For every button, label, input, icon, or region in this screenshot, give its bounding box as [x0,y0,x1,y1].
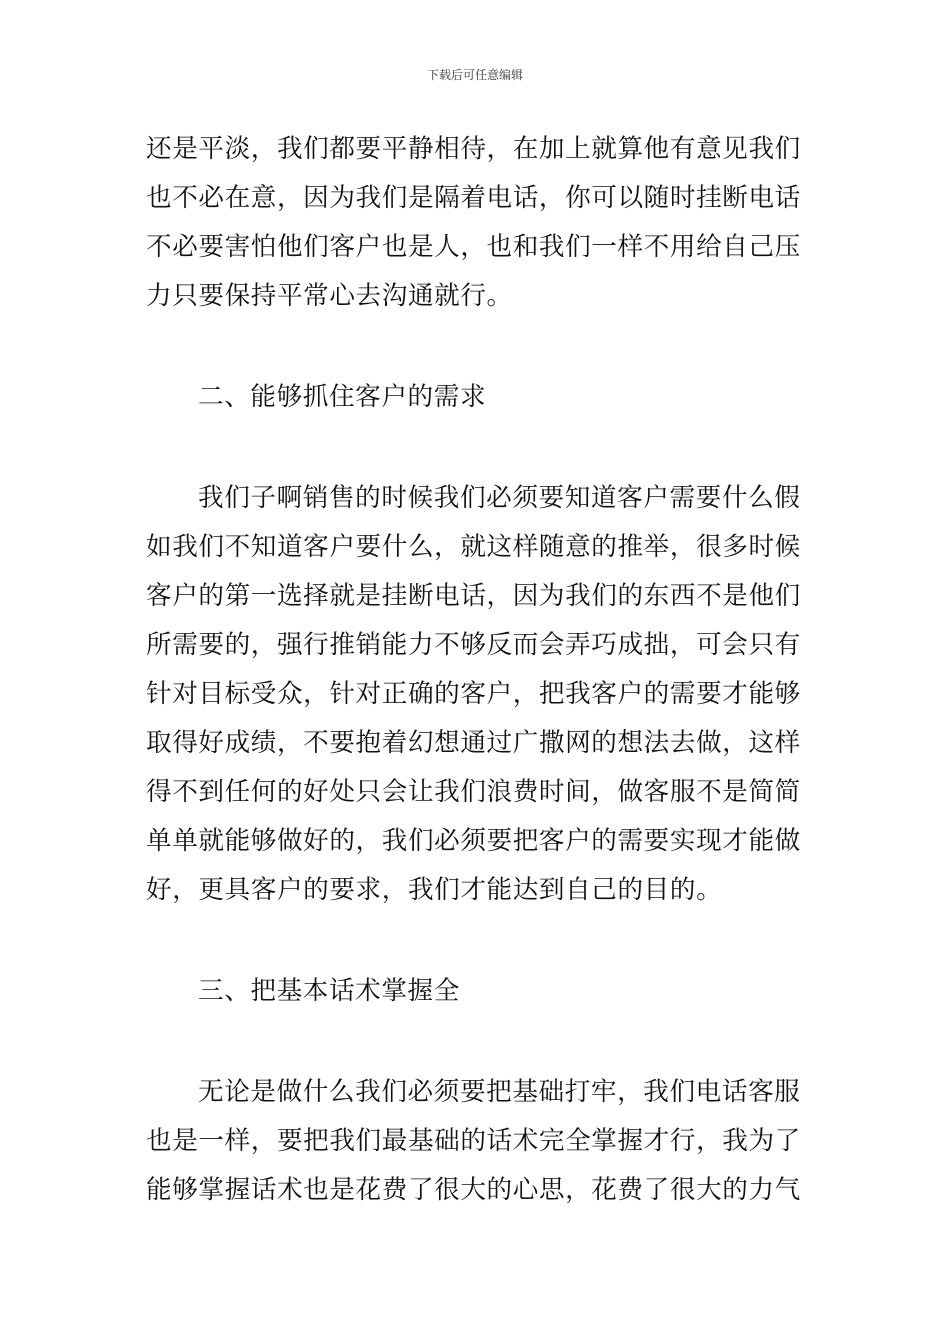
section-heading: 二、能够抓住客户的需求 [198,382,487,412]
paragraph-line: 我们子啊销售的时候我们必须要知道客户需要什么假 [198,483,801,513]
section-heading: 三、把基本话术掌握全 [198,976,460,1006]
paragraph-line: 如我们不知道客户要什么，就这样随意的推举，很多时候 [146,532,801,562]
paragraph-line: 单单就能够做好的，我们必须要把客户的需要实现才能做 [146,826,801,856]
paragraph-line: 所需要的，强行推销能力不够反而会弄巧成拙，可会只有 [146,630,801,660]
paragraph-line: 客户的第一选择就是挂断电话，因为我们的东西不是他们 [146,581,801,611]
paragraph-line: 取得好成绩，不要抱着幻想通过广撒网的想法去做，这样 [146,728,801,758]
paragraph-line: 得不到任何的好处只会让我们浪费时间，做客服不是简简 [146,777,801,807]
paragraph-line: 还是平淡，我们都要平静相待，在加上就算他有意见我们 [146,134,801,164]
paragraph-line: 力只要保持平常心去沟通就行。 [146,281,513,311]
paragraph-line: 针对目标受众，针对正确的客户，把我客户的需要才能够 [146,679,801,709]
page-header: 下载后可任意编辑 [426,68,523,82]
paragraph-line: 好，更具客户的要求，我们才能达到自己的目的。 [146,875,723,905]
paragraph-line: 也不必在意，因为我们是隔着电话，你可以随时挂断电话 [146,183,801,213]
paragraph-line: 不必要害怕他们客户也是人，也和我们一样不用给自己压 [146,232,801,262]
paragraph-line: 也是一样，要把我们最基础的话术完全掌握才行，我为了 [146,1126,801,1156]
paragraph-line: 无论是做什么我们必须要把基础打牢，我们电话客服 [198,1077,801,1107]
paragraph-line: 能够掌握话术也是花费了很大的心思，花费了很大的力气 [146,1175,801,1205]
